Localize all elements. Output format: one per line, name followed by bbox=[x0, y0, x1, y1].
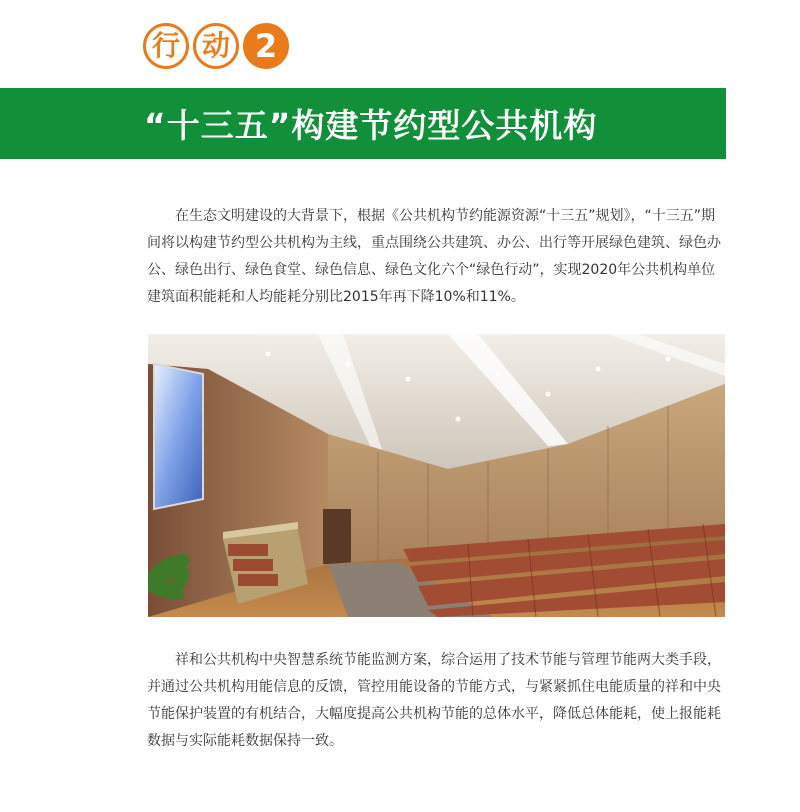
solution-paragraph: 祥和公共机构中央智慧系统节能监测方案，综合运用了技术节能与管理节能两大类手段，并通过公共机构用能信息的反馈，管控用能设备的节能方式，与紧紧抓住电能质量的祥和中央节能保护装置的有机结合，大幅度提高公共机构节能的总体水平，降低总体能耗，使上报能耗数据与实际能耗数据保持一致。 bbox=[147, 652, 721, 749]
intro-paragraph: 在生态文明建设的大背景下，根据《公共机构节约能源资源“十三五”规划》，“十三五”期间将以构建节约型公共机构为主线，重点围绕公共建筑、办公、出行等开展绿色建筑、绿色办公、绿色出行、绿色食堂、绿色信息、绿色文化六个“绿色行动”，实现2020年公共机构单位建筑面积能耗和人均能耗分别比2015年再下降10%和11%。 bbox=[147, 208, 721, 305]
title-banner bbox=[0, 88, 726, 159]
action-badge-group bbox=[143, 18, 289, 74]
badge-char-2: 动 bbox=[193, 23, 239, 69]
badge-number: 2 bbox=[243, 23, 289, 69]
badge-char-1: 行 bbox=[143, 23, 189, 69]
auditorium-photo bbox=[148, 334, 725, 617]
page-title: “十三五”构建节约型公共机构 bbox=[144, 106, 598, 145]
